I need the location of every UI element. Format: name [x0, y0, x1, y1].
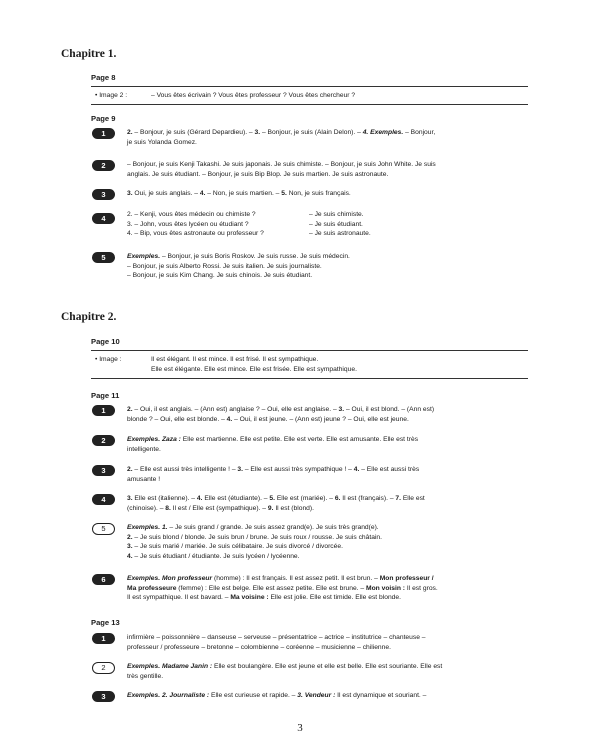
divider: [91, 350, 528, 351]
divider: [91, 86, 528, 87]
exercise-text: Exemples. 2. Journaliste : Elle est curieuse et rapide. – 3. Vendeur : Il est dynamique et souriant. –: [127, 692, 427, 699]
exercise-text: Exemples. 1. – Je suis grand / grande. Je suis assez grand(e). Je suis très grand(e). 2. – Je suis blond / blonde. Je suis brun / brune. Je suis roux / rousse. Je suis châtain. 3. – Je suis marié / mariée. Je suis célibataire. Je suis divorcé / divorcée. 4. – Je suis étudiant / étudiante. Je suis lycéen / lycéenne.: [127, 524, 383, 560]
exercise-text: 2. – Oui, il est anglais. – (Ann est) anglaise ? – Oui, elle est anglaise. – 3. – Oui, il est blond. – (Ann est) blonde ? – Oui, elle est blonde. – 4. – Oui, il est jeune. – (Ann est) jeune ? – Oui, elle est jeune.: [127, 406, 435, 423]
chapter-1-title: Chapitre 1.: [61, 48, 117, 60]
image-text-line-2: Elle est élégante. Elle est mince. Elle est frisée. Elle est sympathique.: [151, 366, 357, 373]
exercise-number-badge: 6: [92, 574, 115, 585]
exercise-number-badge: 3: [92, 189, 115, 200]
image-text: – Vous êtes écrivain ? Vous êtes professeur ? Vous êtes chercheur ?: [151, 92, 356, 99]
exercise-number-badge: 5: [92, 252, 115, 263]
exercise-text: Exemples. Zaza : Elle est martienne. Elle est petite. Elle est verte. Elle est amusante. Elle est très intelligente.: [127, 436, 419, 453]
divider: [91, 104, 528, 105]
exercise-text: infirmière – poissonnière – danseuse – serveuse – présentatrice – actrice – institutrice – chanteuse – professeur / professeure – bretonne – colombienne – coréenne – musicienne – chilienne.: [127, 634, 426, 651]
exercise-text: 2. – Bonjour, je suis (Gérard Depardieu). – 3. – Bonjour, je suis (Alain Delon). – 4. Exemples. – Bonjour, je suis Yolanda Gomez.: [127, 129, 436, 146]
exercise-text: 2. – Elle est aussi très intelligente ! – 3. – Elle est aussi très sympathique ! – 4. – Elle est aussi très amusante !: [127, 466, 420, 483]
exercise-number-badge: 3: [92, 691, 115, 702]
exercise-number-badge: 1: [92, 405, 115, 416]
image-label: • Image :: [95, 356, 122, 363]
exercise-number-badge: 4: [92, 494, 115, 505]
exercise-number-badge: 2: [92, 160, 115, 171]
exercise-number-badge-outline: 5: [92, 523, 115, 535]
exercise-number-badge: 2: [92, 435, 115, 446]
exercise-text: 3. Oui, je suis anglais. – 4. – Non, je suis martien. – 5. Non, je suis français.: [127, 190, 351, 197]
exercise-number-badge: 1: [92, 128, 115, 139]
image-label: • Image 2 :: [95, 92, 128, 99]
exercise-text: Exemples. – Bonjour, je suis Boris Roskov. Je suis russe. Je suis médecin. – Bonjour, je suis Alberto Rossi. Je suis italien. Je suis journaliste. – Bonjour, je suis Kim Chang. Je suis chinois. Je suis étudiant.: [127, 253, 350, 280]
exercise-number-badge: 1: [92, 633, 115, 644]
chapter-2-title: Chapitre 2.: [61, 311, 117, 323]
page-10-label: Page 10: [91, 337, 120, 346]
page-9-label: Page 9: [91, 114, 116, 123]
exercise-text: 3. Elle est (italienne). – 4. Elle est (étudiante). – 5. Elle est (mariée). – 6. Il est (français). – 7. Elle est (chinoise). – 8. Il est / Elle est (sympathique). – 9. Il est (blond).: [127, 495, 425, 512]
page-13-label: Page 13: [91, 618, 120, 627]
image-text-line-1: Il est élégant. Il est mince. Il est frisé. Il est sympathique.: [151, 356, 319, 363]
exercise-number-badge: 4: [92, 213, 115, 224]
exercise-text: – Bonjour, je suis Kenji Takashi. Je suis japonais. Je suis chimiste. – Bonjour, je suis John White. Je suis anglais. Je suis étudiant. – Bonjour, je suis Bip Blop. Je suis martien. Je suis astronaute.: [127, 161, 436, 178]
page-8-label: Page 8: [91, 73, 116, 82]
exercise-text: Exemples. Mon professeur (homme) : Il est français. Il est assez petit. Il est brun. – Mon professeur / Ma professeure (femme) : Elle est belge. Elle est assez petite. Elle est brune. – Mon voisin : Il est gros. Il est sympathique. Il est bavard. – Ma voisine : Elle est jolie. Elle est timide. Elle est blonde.: [127, 575, 438, 602]
page-number: 3: [297, 722, 303, 734]
exercise-number-badge: 3: [92, 465, 115, 476]
exercise-text: Exemples. Madame Janin : Elle est boulangère. Elle est jeune et elle est belle. Elle est souriante. Elle est très gentille.: [127, 663, 443, 680]
divider: [91, 378, 528, 379]
page-11-label: Page 11: [91, 391, 120, 400]
exercise-number-badge-outline: 2: [92, 662, 115, 674]
exercise-text: 2. – Kenji, vous êtes médecin ou chimiste ? – Je suis chimiste. 3. – John, vous êtes lycéen ou étudiant ? – Je suis étudiant. 4. – Bip, vous êtes astronaute ou professeur ? – Je suis astronaute.: [127, 211, 371, 238]
page-10-image-row: [91, 355, 528, 375]
